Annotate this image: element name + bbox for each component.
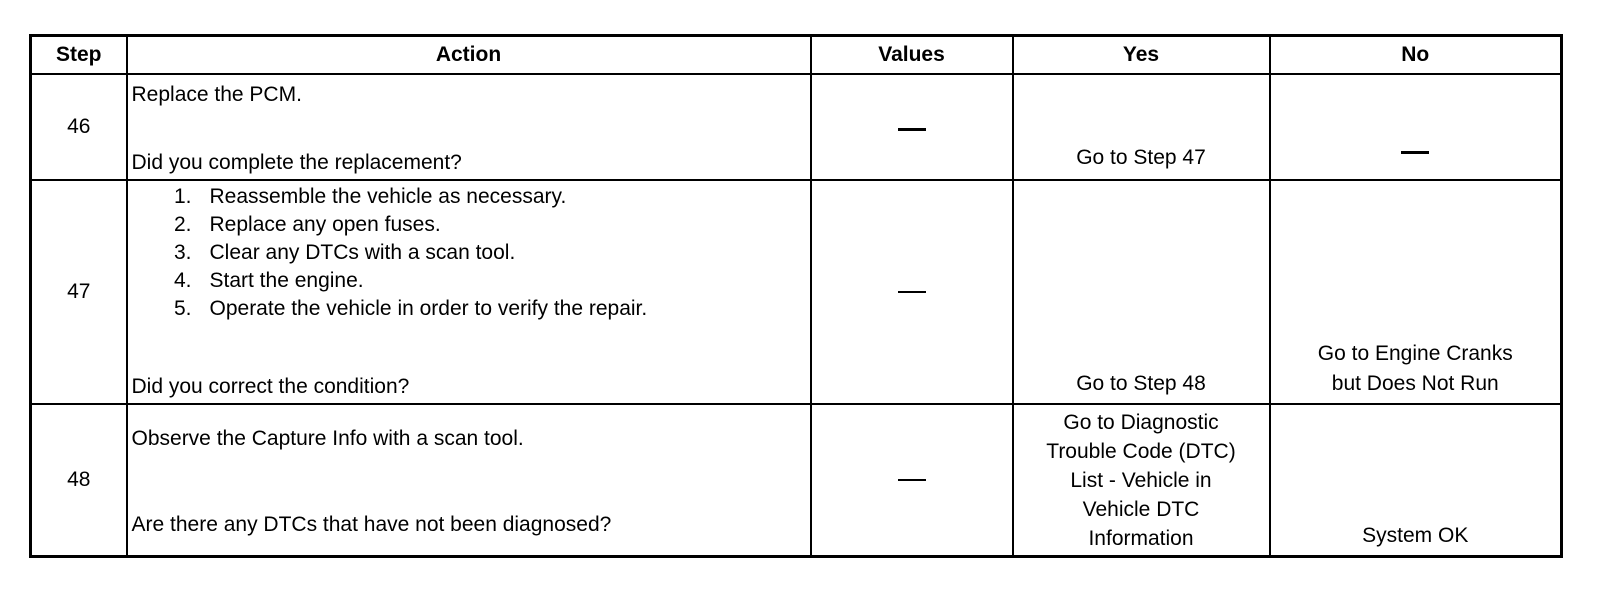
- action-instruction: Observe the Capture Info with a scan tool.: [131, 427, 524, 450]
- action-instruction: Replace the PCM.: [131, 83, 302, 106]
- list-item: 3. Clear any DTCs with a scan tool.: [173, 241, 516, 264]
- action-question: Did you complete the replacement?: [131, 151, 462, 174]
- em-dash: [1401, 151, 1429, 154]
- no-outcome: [1271, 137, 1561, 179]
- no-outcome: System OK: [1362, 524, 1469, 547]
- yes-outcome: Go to Step 48: [1076, 372, 1206, 395]
- em-dash: [898, 479, 926, 481]
- action-steps-list: [132, 183, 810, 323]
- header-values: Values: [811, 36, 1013, 75]
- header-step: Step: [31, 36, 127, 75]
- step-number: 46: [31, 74, 127, 180]
- step-number: 48: [31, 404, 127, 557]
- action-cell: [127, 404, 811, 557]
- header-action: Action: [127, 36, 811, 75]
- yes-outcome: Go to Step 47: [1076, 146, 1206, 169]
- em-dash: [898, 128, 926, 131]
- yes-cell: [1013, 180, 1270, 404]
- action-question: Did you correct the condition?: [131, 375, 410, 398]
- no-cell: [1270, 74, 1562, 180]
- header-yes: Yes: [1013, 36, 1270, 75]
- list-item: 2. Replace any open fuses.: [173, 213, 441, 236]
- values-cell: [811, 180, 1013, 404]
- action-question: Are there any DTCs that have not been diagnosed?: [131, 513, 612, 536]
- header-no: No: [1270, 36, 1562, 75]
- no-cell: [1270, 404, 1562, 557]
- action-cell: [127, 74, 811, 180]
- list-item: 5. Operate the vehicle in order to verify the repair.: [173, 297, 648, 320]
- list-item: 1. Reassemble the vehicle as necessary.: [173, 185, 567, 208]
- table-row: [31, 404, 1562, 557]
- no-outcome: Go to Engine Cranks but Does Not Run: [1317, 342, 1513, 395]
- yes-cell: [1013, 74, 1270, 180]
- no-cell: [1270, 180, 1562, 404]
- step-number: 47: [31, 180, 127, 404]
- table-row: [31, 74, 1562, 180]
- yes-outcome: Go to Diagnostic Trouble Code (DTC) List - Vehicle in Vehicle DTC Information: [1046, 410, 1236, 550]
- yes-cell: [1013, 404, 1270, 557]
- header-row: [31, 36, 1562, 75]
- table-row: [31, 180, 1562, 404]
- values-cell: [811, 74, 1013, 180]
- em-dash: [898, 291, 926, 293]
- diagnostic-table: [29, 34, 1563, 558]
- list-item: 4. Start the engine.: [173, 269, 364, 292]
- action-cell: [127, 180, 811, 404]
- values-cell: [811, 404, 1013, 557]
